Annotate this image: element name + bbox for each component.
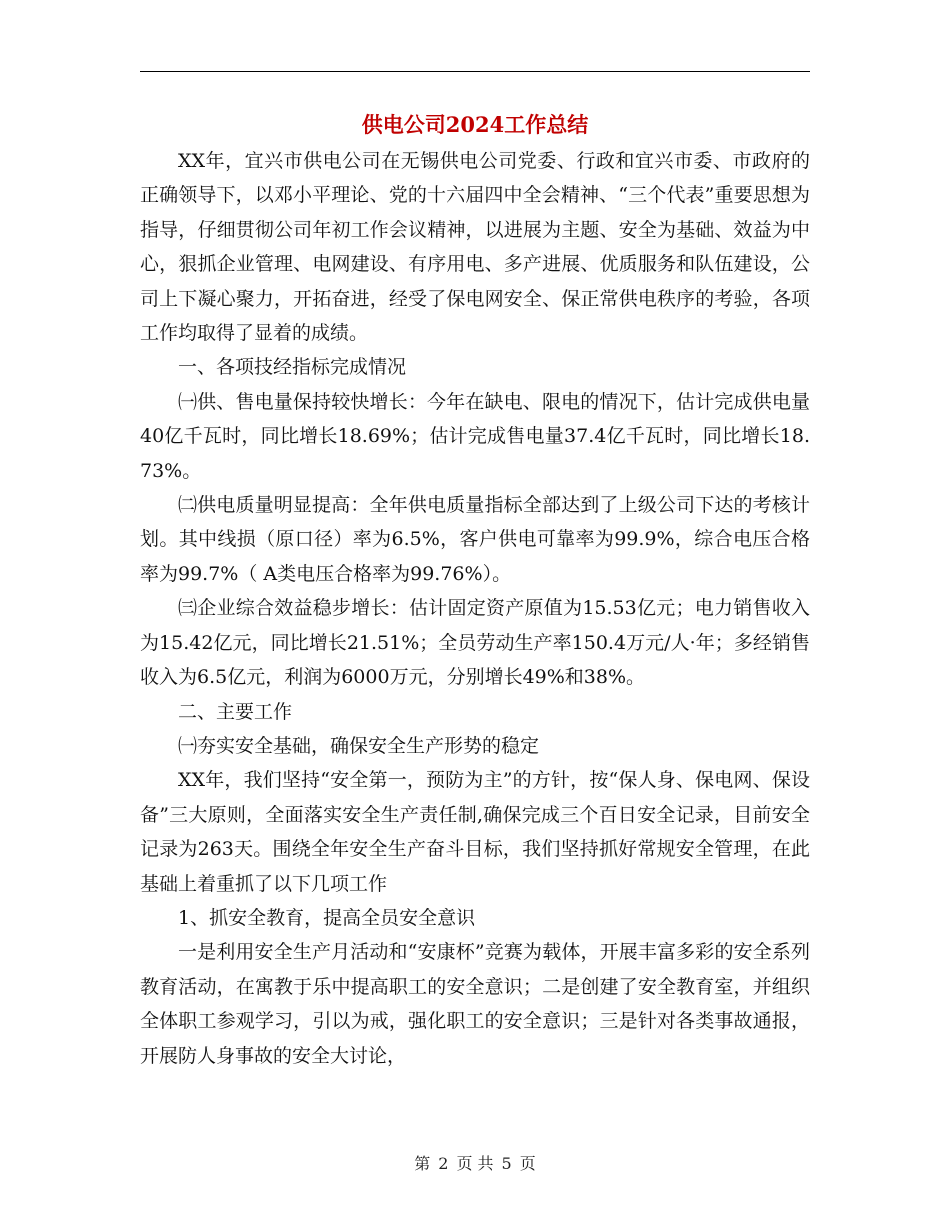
item-heading-safety-education: 1、抓安全教育，提高全员安全意识 <box>178 906 476 929</box>
footer-total-pages: 5 <box>501 1154 512 1173</box>
footer-suffix: 页 <box>519 1154 536 1173</box>
section-heading-main-work: 二、主要工作 <box>178 700 293 723</box>
paragraph-intro: XX年，宜兴市供电公司在无锡供电公司党委、行政和宜兴市委、市政府的正确领导下，以邓小平理论、党的十六届四中全会精神、“三个代表”重要思想为指导，仔细贯彻公司年初工作会议精神，以进展为主题、安全为基础、效益为中心，狠抓企业管理、电网建设、有序用电、多产进展、优质服务和队伍建设，公司上下凝心聚力，开拓奋进，经受了保电网安全、保正常供电秩序的考验，各项工作均取得了显着的成绩。 <box>140 150 810 345</box>
footer-page-number: 2 <box>438 1154 449 1173</box>
paragraph-safety-policy: XX年，我们坚持“安全第一，预防为主”的方针，按“保人身、保电网、保设备”三大原则，全面落实安全生产责任制,确保完成三个百日安全记录，目前安全记录为263天。围绕全年安全生产奋斗目标，我们坚持抓好常规安全管理，在此基础上着重抓了以下几项工作 <box>140 769 810 895</box>
paragraph-economic-benefit: ㈢企业综合效益稳步增长：估计固定资产原值为15.53亿元；电力销售收入为15.42亿元，同比增长21.51%；全员劳动生产率150.4万元/人·年；多经销售收入为6.5亿元，利润为6000万元，分别增长49%和38%。 <box>140 597 810 689</box>
document-title: 供电公司2024工作总结 <box>361 112 589 137</box>
section-heading-indicators: 一、各项技经指标完成情况 <box>178 356 407 379</box>
paragraph-supply-quality: ㈡供电质量明显提高：全年供电质量指标全部达到了上级公司下达的考核计划。其中线损（原口径）率为6.5%，客户供电可靠率为99.9%，综合电压合格率为99.7%（ A类电压合格率为99.76%）。 <box>140 494 810 585</box>
document-body <box>140 144 810 1073</box>
paragraph-electricity-growth: ㈠供、售电量保持较快增长：今年在缺电、限电的情况下，估计完成供电量40亿千瓦时，同比增长18.69%；估计完成售电量37.4亿千瓦时，同比增长18.73%。 <box>140 390 810 482</box>
header-rule <box>140 71 810 72</box>
subsection-heading-safety: ㈠夯实安全基础，确保安全生产形势的稳定 <box>178 734 540 757</box>
paragraph-safety-education: 一是利用安全生产月活动和“安康杯”竞赛为载体，开展丰富多彩的安全系列教育活动，在寓教于乐中提高职工的安全意识；二是创建了安全教育室，并组织全体职工参观学习，引以为戒，强化职工的安全意识；三是针对各类事故通报，开展防人身事故的安全大讨论， <box>140 941 810 1067</box>
page-footer <box>140 1152 810 1176</box>
footer-middle: 页 共 <box>456 1154 494 1173</box>
footer-prefix: 第 <box>414 1154 431 1173</box>
